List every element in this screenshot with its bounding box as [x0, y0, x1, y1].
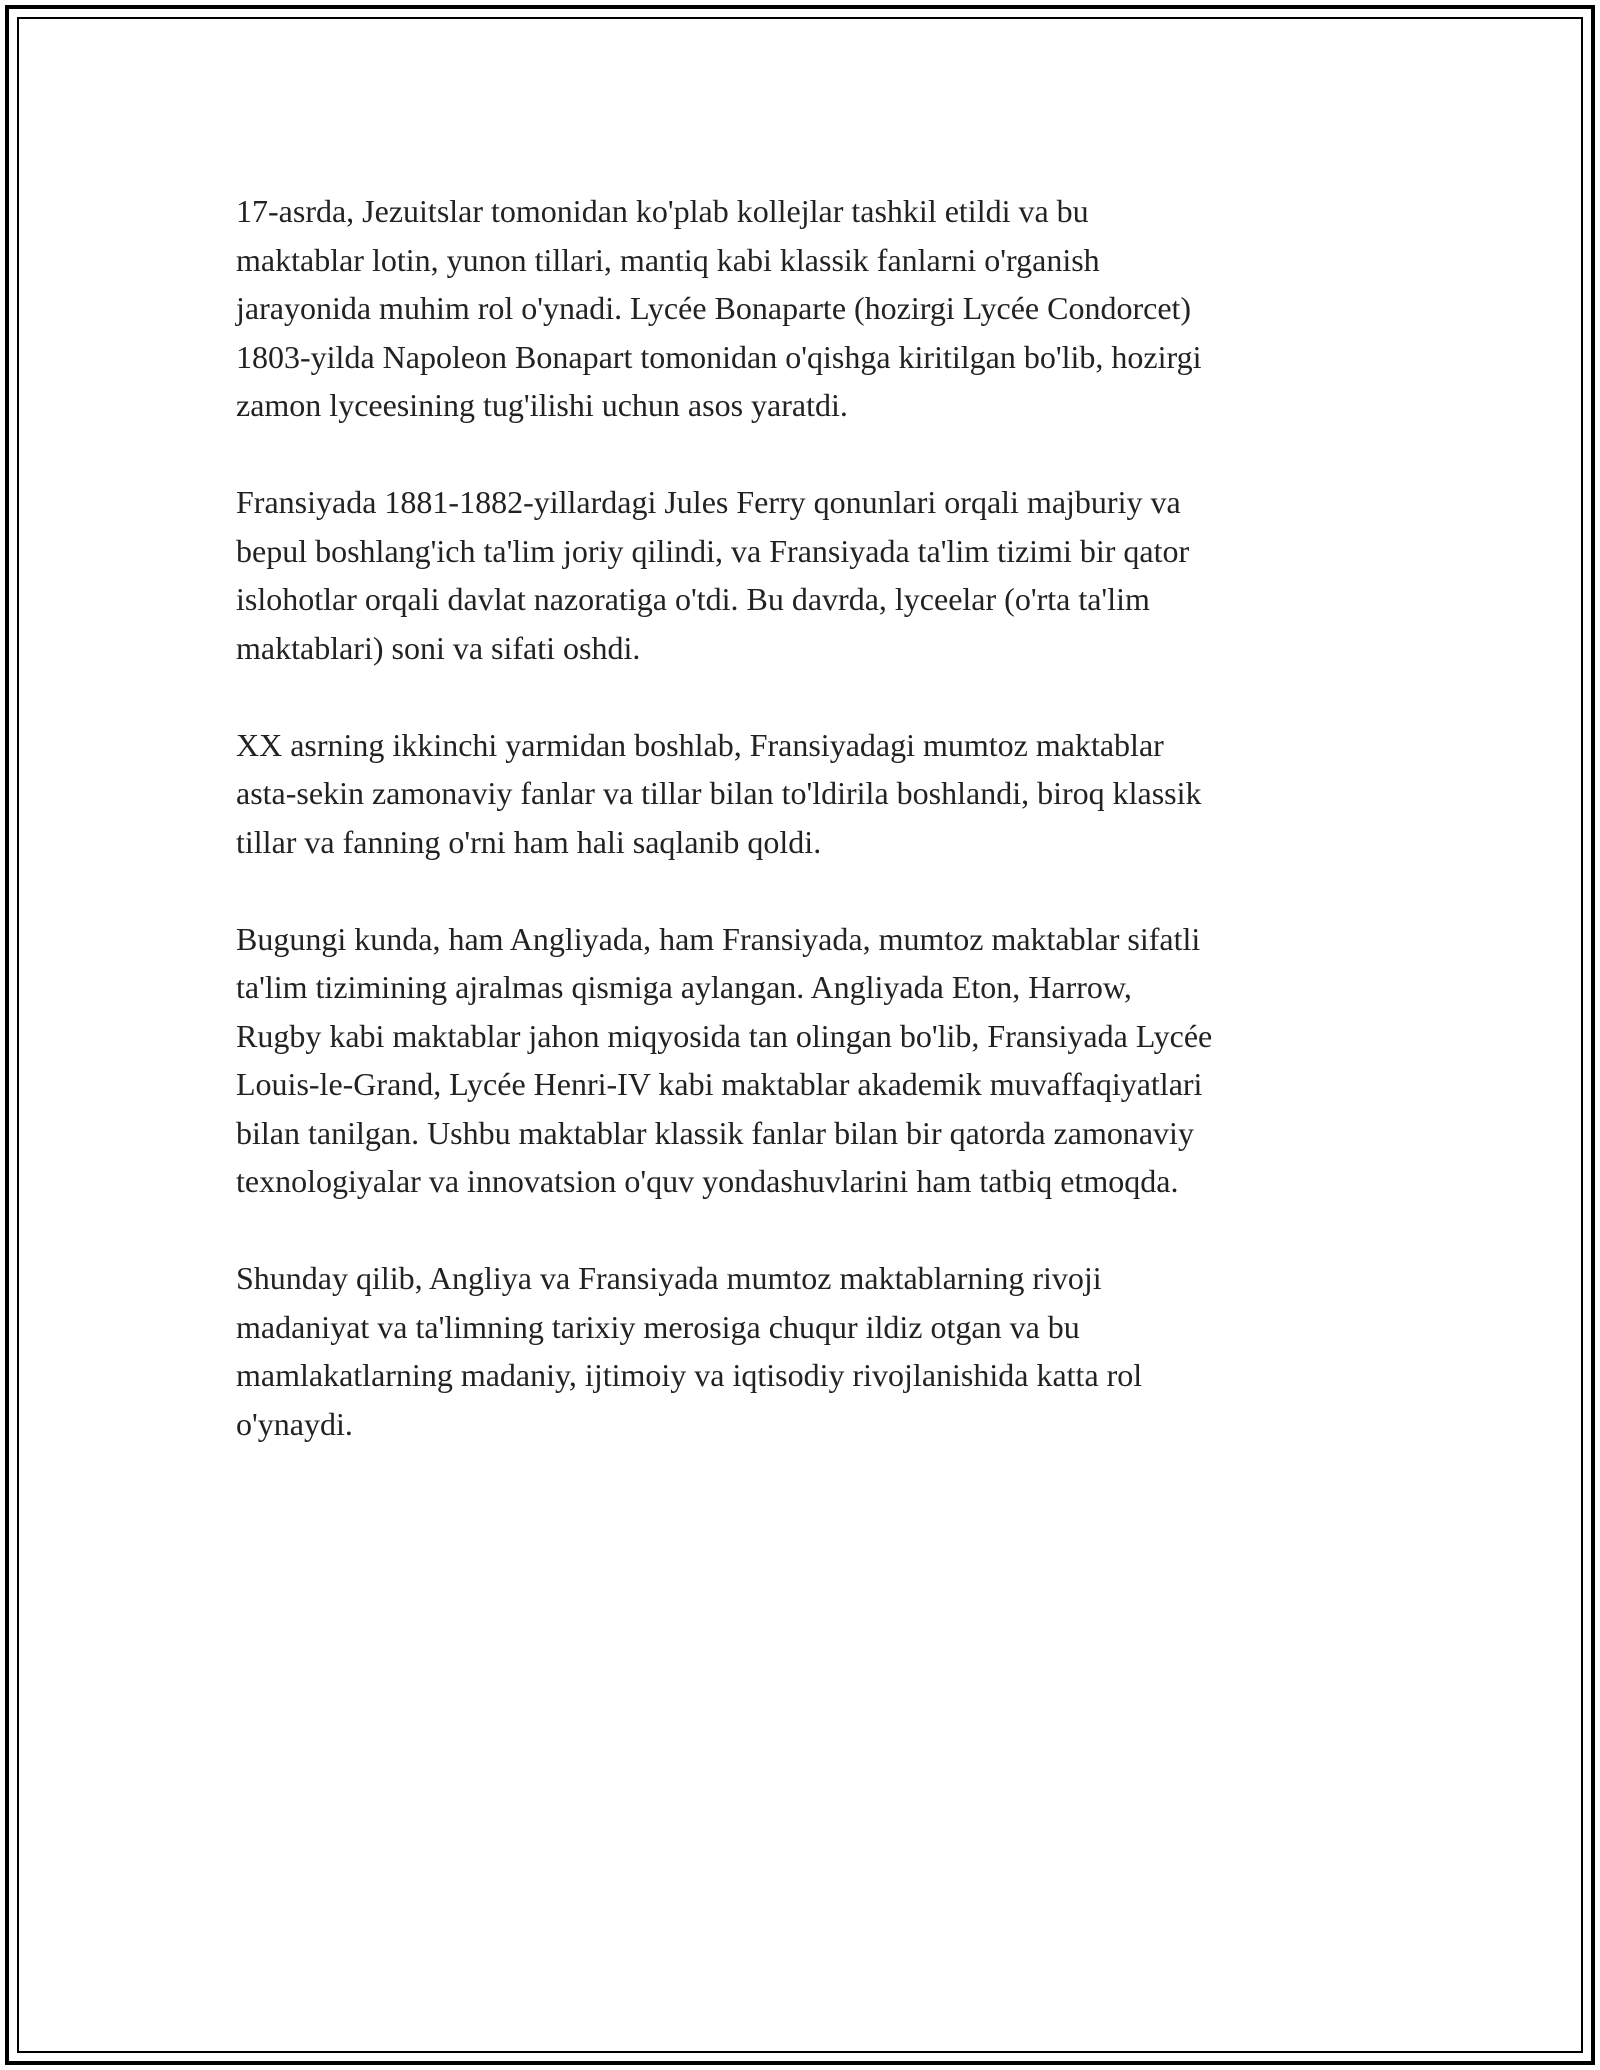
text-line: maktablari) soni va sifati oshdi. [236, 629, 641, 666]
text-line: maktablar lotin, yunon tillari, mantiq kabi klassik fanlarni o'rganish [236, 241, 1100, 278]
text-line: mamlakatlarning madaniy, ijtimoiy va iqtisodiy rivojlanishida katta rol [236, 1357, 1143, 1393]
text-line: 17-asrda, Jezuitslar tomonidan ko'plab kollejlar tashkil etildi va bu [236, 193, 1089, 229]
text-line: tillar va fanning o'rni ham hali saqlanib qoldi. [236, 823, 822, 860]
text-line: madaniyat va ta'limning tarixiy merosiga chuqur ildiz otgan va bu [236, 1308, 1080, 1345]
text-line: islohotlar orqali davlat nazoratiga o'tdi. Bu davrda, lyceelar (o'rta ta'lim [236, 581, 1150, 617]
text-line: Louis-le-Grand, Lycée Henri-IV kabi maktablar akademik muvaffaqiyatlari [236, 1066, 1203, 1102]
text-line: bepul boshlang'ich ta'lim joriy qilindi, va Fransiyada ta'lim tizimi bir qator [236, 532, 1190, 569]
text-line: texnologiyalar va innovatsion o'quv yondashuvlarini ham tatbiq etmoqda. [236, 1163, 1179, 1199]
text-line: 1803-yilda Napoleon Bonapart tomonidan o'qishga kiritilgan bo'lib, hozirgi [236, 338, 1202, 375]
paragraph-2 [236, 478, 1366, 672]
text-line: XX asrning ikkinchi yarmidan boshlab, Fransiyadagi mumtoz maktablar [236, 726, 1164, 763]
text-line: ta'lim tizimining ajralmas qismiga aylangan. Angliyada Eton, Harrow, [236, 969, 1132, 1005]
paragraph-3 [236, 721, 1366, 867]
text-line: bilan tanilgan. Ushbu maktablar klassik fanlar bilan bir qatorda zamonaviy [236, 1114, 1194, 1151]
text-line: jarayonida muhim rol o'ynadi. Lycée Bonaparte (hozirgi Lycée Condorcet) [236, 290, 1192, 326]
paragraph-5 [236, 1254, 1366, 1448]
paragraph-4 [236, 915, 1366, 1206]
text-line: asta-sekin zamonaviy fanlar va tillar bilan to'ldirila boshlandi, biroq klassik [236, 775, 1202, 811]
text-line: Rugby kabi maktablar jahon miqyosida tan olingan bo'lib, Fransiyada Lycée [236, 1017, 1213, 1054]
text-line: Fransiyada 1881-1882-yillardagi Jules Ferry qonunlari orqali majburiy va [236, 484, 1181, 520]
text-line: o'ynaydi. [236, 1405, 353, 1442]
document-body [236, 187, 1366, 1497]
paragraph-1 [236, 187, 1366, 430]
text-line: zamon lyceesining tug'ilishi uchun asos yaratdi. [236, 387, 848, 423]
text-line: Bugungi kunda, ham Angliyada, ham Fransiyada, mumtoz maktablar sifatli [236, 920, 1201, 957]
text-line: Shunday qilib, Angliya va Fransiyada mumtoz maktablarning rivoji [236, 1260, 1102, 1296]
